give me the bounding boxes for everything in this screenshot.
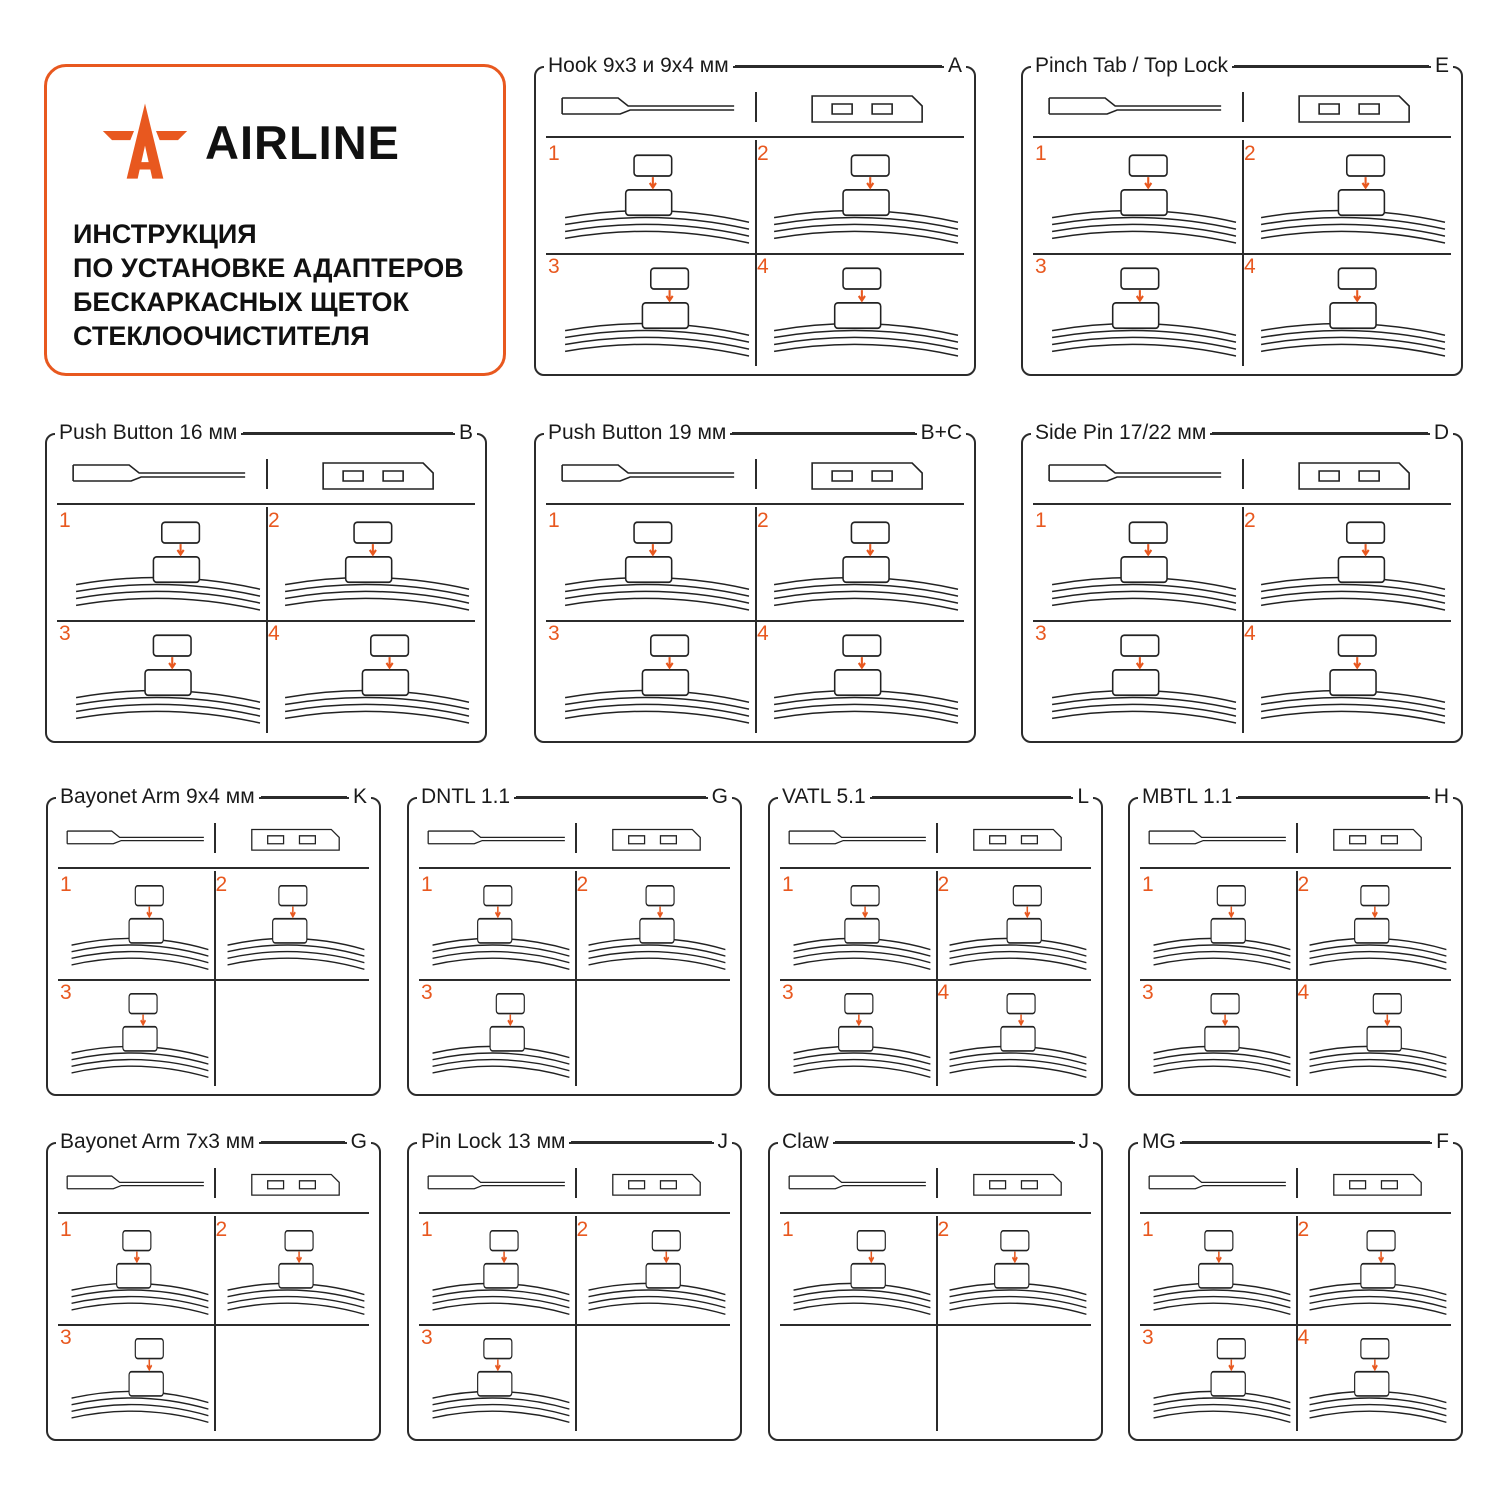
step-grid	[1140, 1216, 1451, 1431]
heading-line: СТЕКЛООЧИСТИТЕЛЯ	[73, 321, 370, 351]
step-number: 3	[1142, 980, 1154, 1004]
install-step	[780, 1216, 936, 1324]
install-step	[266, 620, 475, 733]
step-diagram-icon	[1308, 1222, 1448, 1321]
step-number: 3	[1035, 255, 1047, 278]
step-grid	[1140, 871, 1451, 1086]
card-title	[56, 783, 371, 811]
step-grid	[780, 1216, 1091, 1431]
step-number: 1	[421, 1218, 433, 1241]
card-title	[1138, 1128, 1453, 1156]
adapter-card	[1021, 54, 1463, 376]
adapter-illustration-icon	[1302, 815, 1445, 863]
adapter-illustration-icon	[581, 1160, 724, 1208]
adapter-card	[768, 1130, 1103, 1441]
step-number: 1	[782, 873, 794, 896]
step-number: 2	[937, 1218, 950, 1241]
adapter-card	[534, 54, 976, 376]
step-diagram-icon	[1259, 146, 1447, 250]
card-header-illustrations	[1033, 80, 1451, 138]
wiper-arm-illustration-icon	[64, 1160, 207, 1208]
header-divider	[214, 1168, 216, 1198]
adapter-name: VATL 5.1	[778, 785, 870, 809]
step-grid	[546, 140, 964, 366]
step-diagram-icon	[948, 1222, 1088, 1321]
wiper-arm-illustration-icon	[786, 815, 929, 863]
adapter-code: F	[1432, 1130, 1453, 1154]
adapter-code: G	[708, 785, 732, 809]
title-rule	[1182, 1141, 1430, 1143]
step-number: 1	[1142, 873, 1154, 896]
adapter-name: Side Pin 17/22 мм	[1031, 421, 1210, 445]
card-header-illustrations	[546, 447, 964, 505]
install-step	[57, 620, 266, 733]
adapter-card	[534, 421, 976, 743]
step-diagram-icon	[1050, 626, 1238, 730]
step-number: 3	[548, 255, 560, 278]
adapter-illustration-icon	[277, 451, 469, 499]
step-diagram-icon	[792, 985, 932, 1084]
adapter-code: J	[1075, 1130, 1094, 1154]
adapter-illustration-icon	[1253, 451, 1445, 499]
card-title	[56, 1128, 371, 1156]
install-step	[755, 140, 964, 253]
step-number: 4	[1244, 255, 1256, 278]
step-diagram-icon	[283, 626, 471, 730]
step-number: 3	[782, 980, 794, 1004]
adapter-illustration-icon	[766, 451, 958, 499]
wiper-arm-illustration-icon	[786, 1160, 929, 1208]
card-title	[417, 783, 732, 811]
header-divider	[1242, 459, 1244, 489]
adapter-illustration-icon	[581, 815, 724, 863]
install-step	[1296, 1216, 1452, 1324]
card-header-illustrations	[1033, 447, 1451, 505]
step-number: 3	[1142, 1325, 1154, 1349]
adapter-code: H	[1430, 785, 1453, 809]
card-title	[778, 1128, 1093, 1156]
step-number: 3	[60, 980, 72, 1004]
step-number: 2	[1297, 1218, 1310, 1241]
card-title	[55, 419, 477, 447]
install-step	[419, 979, 575, 1087]
card-title	[1031, 52, 1453, 80]
step-diagram-icon	[792, 877, 932, 976]
step-diagram-icon	[1259, 259, 1447, 363]
step-number: 2	[1244, 142, 1256, 165]
step-diagram-icon	[563, 259, 751, 363]
adapter-name: Pin Lock 13 мм	[417, 1130, 569, 1154]
step-diagram-icon	[1050, 259, 1238, 363]
adapter-code: K	[349, 785, 371, 809]
install-step	[1242, 507, 1451, 620]
install-step	[755, 253, 964, 366]
adapter-card	[407, 1130, 742, 1441]
install-step	[1296, 979, 1452, 1087]
step-number: 2	[576, 1218, 589, 1241]
install-step	[58, 1216, 214, 1324]
install-step	[780, 871, 936, 979]
wiper-arm-illustration-icon	[1146, 1160, 1289, 1208]
step-diagram-icon	[70, 1330, 210, 1429]
step-grid	[1033, 507, 1451, 733]
adapter-code: A	[944, 54, 966, 78]
card-header-illustrations	[546, 80, 964, 138]
title-rule	[261, 1141, 345, 1143]
adapter-code: B+C	[917, 421, 966, 445]
adapter-illustration-icon	[1253, 84, 1445, 132]
heading-line: ИНСТРУКЦИЯ	[73, 219, 257, 249]
step-number: 1	[1035, 509, 1047, 532]
header-divider	[1242, 92, 1244, 122]
title-rule	[1234, 65, 1429, 67]
install-step	[58, 1324, 214, 1432]
step-grid	[546, 507, 964, 733]
step-number: 3	[59, 622, 71, 645]
card-header-illustrations	[419, 1156, 730, 1214]
adapter-name: DNTL 1.1	[417, 785, 514, 809]
adapter-name: Bayonet Arm 7x3 мм	[56, 1130, 259, 1154]
header-divider	[1296, 823, 1298, 853]
step-number: 1	[60, 873, 72, 896]
header-divider	[575, 1168, 577, 1198]
step-grid	[419, 1216, 730, 1431]
adapter-card	[407, 785, 742, 1096]
step-diagram-icon	[74, 626, 262, 730]
install-step	[755, 620, 964, 733]
install-step	[266, 507, 475, 620]
step-number: 4	[268, 622, 280, 645]
adapter-code: G	[347, 1130, 371, 1154]
step-diagram-icon	[431, 877, 571, 976]
adapter-name: MBTL 1.1	[1138, 785, 1236, 809]
step-diagram-icon	[772, 259, 960, 363]
adapter-name: Push Button 19 мм	[544, 421, 730, 445]
card-header-illustrations	[780, 1156, 1091, 1214]
install-step	[58, 979, 214, 1087]
install-step	[419, 1324, 575, 1432]
card-header-illustrations	[1140, 811, 1451, 869]
adapter-illustration-icon	[942, 1160, 1085, 1208]
step-number: 3	[1035, 622, 1047, 645]
adapter-name: Pinch Tab / Top Lock	[1031, 54, 1232, 78]
step-grid	[1033, 140, 1451, 366]
adapter-name: Bayonet Arm 9x4 мм	[56, 785, 259, 809]
step-diagram-icon	[772, 513, 960, 617]
adapter-card	[768, 785, 1103, 1096]
install-step	[1296, 871, 1452, 979]
step-diagram-icon	[226, 877, 366, 976]
adapter-illustration-icon	[1302, 1160, 1445, 1208]
wiper-arm-illustration-icon	[425, 815, 568, 863]
header-divider	[214, 823, 216, 853]
install-step	[1140, 1324, 1296, 1432]
install-step	[214, 1216, 370, 1324]
step-number: 1	[59, 509, 71, 532]
install-step	[1033, 620, 1242, 733]
header-divider	[266, 459, 268, 489]
step-number: 1	[1142, 1218, 1154, 1241]
install-step	[755, 507, 964, 620]
install-step	[1296, 1324, 1452, 1432]
install-step	[1242, 620, 1451, 733]
step-number: 3	[421, 1325, 433, 1349]
step-number: 2	[1244, 509, 1256, 532]
title-rule	[571, 1141, 711, 1143]
header-divider	[755, 459, 757, 489]
step-number: 1	[60, 1218, 72, 1241]
step-grid	[419, 871, 730, 1086]
title-rule	[732, 432, 914, 434]
step-row-divider	[780, 1324, 1091, 1326]
step-number: 1	[421, 873, 433, 896]
adapter-illustration-icon	[766, 84, 958, 132]
step-grid	[780, 871, 1091, 1086]
wiper-arm-illustration-icon	[63, 451, 255, 499]
step-diagram-icon	[1152, 1222, 1292, 1321]
wiper-arm-illustration-icon	[552, 84, 744, 132]
install-step	[1140, 1216, 1296, 1324]
step-diagram-icon	[563, 626, 751, 730]
step-number: 2	[576, 873, 589, 896]
header-divider	[575, 823, 577, 853]
step-number: 3	[548, 622, 560, 645]
step-diagram-icon	[70, 877, 210, 976]
install-step	[546, 253, 755, 366]
install-step	[1033, 253, 1242, 366]
step-diagram-icon	[587, 877, 727, 976]
install-step	[1242, 253, 1451, 366]
step-number: 2	[215, 873, 228, 896]
adapter-illustration-icon	[942, 815, 1085, 863]
wiper-arm-illustration-icon	[1039, 451, 1231, 499]
install-step	[575, 871, 731, 979]
card-title	[417, 1128, 732, 1156]
install-step	[58, 871, 214, 979]
title-rule	[735, 65, 942, 67]
step-number: 1	[548, 142, 560, 165]
step-diagram-icon	[772, 626, 960, 730]
install-step	[936, 979, 1092, 1087]
step-diagram-icon	[70, 1222, 210, 1321]
step-number: 4	[937, 980, 950, 1004]
step-number: 4	[757, 622, 769, 645]
adapter-name: Push Button 16 мм	[55, 421, 241, 445]
step-number: 2	[937, 873, 950, 896]
install-step	[546, 507, 755, 620]
adapter-name: Claw	[778, 1130, 833, 1154]
card-header-illustrations	[57, 447, 475, 505]
step-number: 2	[268, 509, 280, 532]
step-number: 3	[60, 1325, 72, 1349]
wiper-arm-illustration-icon	[425, 1160, 568, 1208]
airline-star-logo-icon	[99, 98, 191, 186]
step-grid	[58, 1216, 369, 1431]
step-diagram-icon	[1308, 1330, 1448, 1429]
adapter-code: D	[1430, 421, 1453, 445]
card-title	[1138, 783, 1453, 811]
step-diagram-icon	[283, 513, 471, 617]
header-divider	[936, 1168, 938, 1198]
install-step	[419, 1216, 575, 1324]
step-diagram-icon	[563, 146, 751, 250]
card-title	[544, 419, 966, 447]
step-diagram-icon	[1152, 1330, 1292, 1429]
card-header-illustrations	[58, 1156, 369, 1214]
step-number: 4	[757, 255, 769, 278]
step-diagram-icon	[1259, 626, 1447, 730]
step-diagram-icon	[431, 1222, 571, 1321]
step-grid	[58, 871, 369, 1086]
step-number: 3	[421, 980, 433, 1004]
brand-logo	[99, 97, 400, 187]
card-title	[778, 783, 1093, 811]
brand-wordmark: AIRLINE	[205, 115, 400, 169]
step-number: 2	[215, 1218, 228, 1241]
adapter-name: MG	[1138, 1130, 1180, 1154]
header-divider	[755, 92, 757, 122]
adapter-card	[1128, 1130, 1463, 1441]
title-rule	[1212, 432, 1428, 434]
install-step	[780, 979, 936, 1087]
wiper-arm-illustration-icon	[64, 815, 207, 863]
wiper-arm-illustration-icon	[552, 451, 744, 499]
install-step	[575, 1216, 731, 1324]
step-number: 4	[1244, 622, 1256, 645]
card-header-illustrations	[780, 811, 1091, 869]
step-diagram-icon	[226, 1222, 366, 1321]
adapter-code: E	[1431, 54, 1453, 78]
step-number: 4	[1297, 1325, 1310, 1349]
title-rule	[1238, 796, 1428, 798]
step-diagram-icon	[772, 146, 960, 250]
adapter-card	[46, 1130, 381, 1441]
step-diagram-icon	[1050, 513, 1238, 617]
heading-line: БЕСКАРКАСНЫХ ЩЕТОК	[73, 287, 409, 317]
step-diagram-icon	[1152, 877, 1292, 976]
wiper-arm-illustration-icon	[1039, 84, 1231, 132]
install-step	[214, 871, 370, 979]
wiper-arm-illustration-icon	[1146, 815, 1289, 863]
step-diagram-icon	[431, 1330, 571, 1429]
card-header-illustrations	[419, 811, 730, 869]
step-number: 1	[1035, 142, 1047, 165]
install-step	[57, 507, 266, 620]
install-step	[1033, 140, 1242, 253]
step-diagram-icon	[1152, 985, 1292, 1084]
title-rule	[261, 796, 347, 798]
step-number: 1	[548, 509, 560, 532]
step-diagram-icon	[431, 985, 571, 1084]
header-divider	[936, 823, 938, 853]
install-step	[546, 140, 755, 253]
install-step	[936, 871, 1092, 979]
step-diagram-icon	[70, 985, 210, 1084]
card-header-illustrations	[58, 811, 369, 869]
step-diagram-icon	[563, 513, 751, 617]
install-step	[1242, 140, 1451, 253]
adapter-card	[46, 785, 381, 1096]
install-step	[936, 1216, 1092, 1324]
step-diagram-icon	[792, 1222, 932, 1321]
step-number: 4	[1297, 980, 1310, 1004]
install-step	[1140, 979, 1296, 1087]
step-diagram-icon	[948, 985, 1088, 1084]
adapter-illustration-icon	[220, 815, 363, 863]
instruction-heading	[73, 217, 464, 353]
step-number: 2	[757, 509, 769, 532]
install-step	[1140, 871, 1296, 979]
title-rule	[835, 1141, 1073, 1143]
step-diagram-icon	[1259, 513, 1447, 617]
adapter-code: B	[455, 421, 477, 445]
install-step	[546, 620, 755, 733]
install-step	[1033, 507, 1242, 620]
header-divider	[1296, 1168, 1298, 1198]
step-diagram-icon	[1050, 146, 1238, 250]
adapter-code: L	[1073, 785, 1093, 809]
heading-line: ПО УСТАНОВКЕ АДАПТЕРОВ	[73, 253, 464, 283]
step-diagram-icon	[1308, 877, 1448, 976]
adapter-card	[1021, 421, 1463, 743]
adapter-name: Hook 9x3 и 9x4 мм	[544, 54, 733, 78]
step-diagram-icon	[1308, 985, 1448, 1084]
step-number: 2	[757, 142, 769, 165]
adapter-card	[45, 421, 487, 743]
brand-panel	[44, 64, 506, 376]
step-diagram-icon	[587, 1222, 727, 1321]
step-number: 2	[1297, 873, 1310, 896]
title-rule	[243, 432, 453, 434]
step-number: 1	[782, 1218, 794, 1241]
title-rule	[872, 796, 1072, 798]
adapter-code: J	[714, 1130, 733, 1154]
card-title	[1031, 419, 1453, 447]
title-rule	[516, 796, 706, 798]
step-diagram-icon	[948, 877, 1088, 976]
step-grid	[57, 507, 475, 733]
adapter-card	[1128, 785, 1463, 1096]
step-diagram-icon	[74, 513, 262, 617]
adapter-illustration-icon	[220, 1160, 363, 1208]
card-header-illustrations	[1140, 1156, 1451, 1214]
install-step	[419, 871, 575, 979]
card-title	[544, 52, 966, 80]
